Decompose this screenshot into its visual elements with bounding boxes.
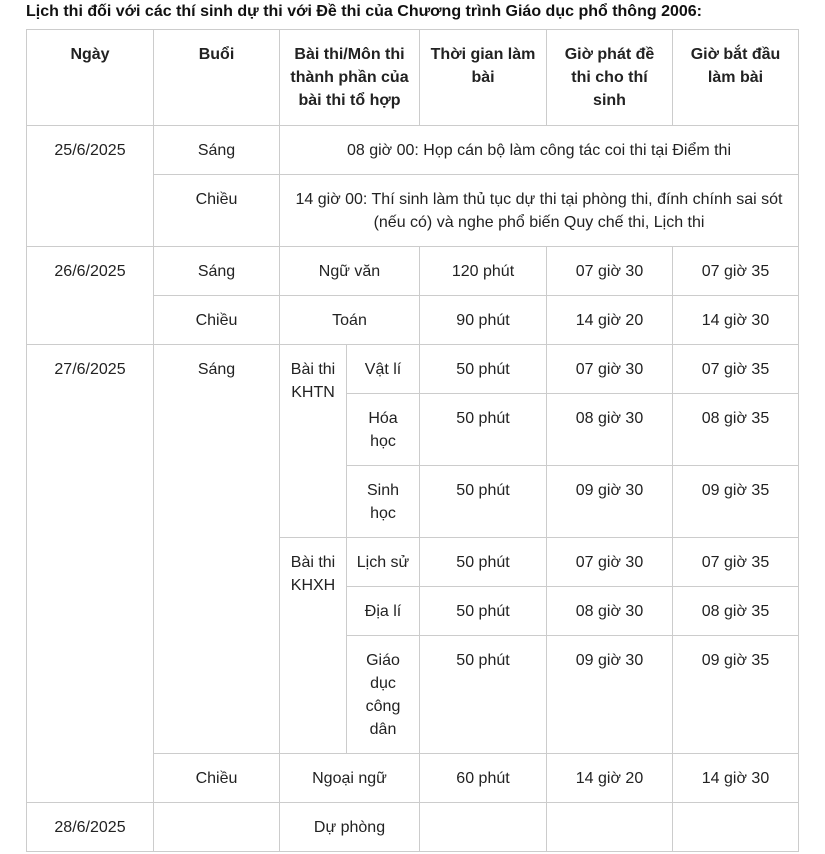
duration-cell: 50 phút [420,587,547,636]
distribute-cell: 07 giờ 30 [547,345,673,394]
start-cell: 09 giờ 35 [673,636,799,754]
session-cell: Chiều [154,754,280,803]
duration-cell: 120 phút [420,247,547,296]
subject-cell: Vật lí [347,345,420,394]
distribute-cell: 07 giờ 30 [547,538,673,587]
page-title: Lịch thi đối với các thí sinh dự thi với Đề thi của Chương trình Giáo dục phổ thông 2006: [26,3,702,20]
duration-cell: 50 phút [420,466,547,538]
table-row [27,247,799,296]
header-subject: Bài thi/Môn thi thành phần của bài thi tổ hợp [280,30,420,126]
header-session: Buổi [154,30,280,126]
exam-schedule-table [26,29,799,852]
duration-cell: 60 phút [420,754,547,803]
session-cell: Sáng [154,345,280,754]
table-row [27,345,799,394]
start-cell: 08 giờ 35 [673,587,799,636]
distribute-cell: 08 giờ 30 [547,394,673,466]
distribute-cell: 08 giờ 30 [547,587,673,636]
date-cell: 28/6/2025 [27,803,154,852]
duration-cell: 50 phút [420,394,547,466]
start-cell: 07 giờ 35 [673,345,799,394]
subject-cell: Sinh học [347,466,420,538]
distribute-cell [547,803,673,852]
session-cell: Chiều [154,175,280,247]
header-duration: Thời gian làm bài [420,30,547,126]
subject-cell: Địa lí [347,587,420,636]
table-row [27,803,799,852]
session-cell: Sáng [154,126,280,175]
subject-cell: Toán [280,296,420,345]
subject-cell: Ngữ văn [280,247,420,296]
date-cell: 27/6/2025 [27,345,154,803]
start-cell: 07 giờ 35 [673,538,799,587]
duration-cell: 50 phút [420,345,547,394]
subject-cell: Dự phòng [280,803,420,852]
start-cell: 09 giờ 35 [673,466,799,538]
header-row [27,30,799,126]
subject-cell: Hóa học [347,394,420,466]
subject-cell: Ngoại ngữ [280,754,420,803]
header-distribute-time: Giờ phát đề thi cho thí sinh [547,30,673,126]
header-start-time: Giờ bắt đầu làm bài [673,30,799,126]
table-row [27,126,799,175]
distribute-cell: 09 giờ 30 [547,636,673,754]
note-cell: 14 giờ 00: Thí sinh làm thủ tục dự thi tại phòng thi, đính chính sai sót (nếu có) và nghe phổ biến Quy chế thi, Lịch thi [280,175,799,247]
combo-exam-khtn: Bài thi KHTN [280,345,347,538]
session-cell [154,803,280,852]
session-cell: Sáng [154,247,280,296]
subject-cell: Lịch sử [347,538,420,587]
session-cell: Chiều [154,296,280,345]
note-cell: 08 giờ 00: Họp cán bộ làm công tác coi thi tại Điểm thi [280,126,799,175]
duration-cell: 50 phút [420,538,547,587]
date-cell: 25/6/2025 [27,126,154,247]
start-cell: 14 giờ 30 [673,754,799,803]
duration-cell: 90 phút [420,296,547,345]
duration-cell [420,803,547,852]
distribute-cell: 07 giờ 30 [547,247,673,296]
start-cell: 08 giờ 35 [673,394,799,466]
distribute-cell: 09 giờ 30 [547,466,673,538]
distribute-cell: 14 giờ 20 [547,296,673,345]
date-cell: 26/6/2025 [27,247,154,345]
subject-cell: Giáo dục công dân [347,636,420,754]
start-cell: 14 giờ 30 [673,296,799,345]
start-cell: 07 giờ 35 [673,247,799,296]
distribute-cell: 14 giờ 20 [547,754,673,803]
duration-cell: 50 phút [420,636,547,754]
header-date: Ngày [27,30,154,126]
start-cell [673,803,799,852]
combo-exam-khxh: Bài thi KHXH [280,538,347,754]
